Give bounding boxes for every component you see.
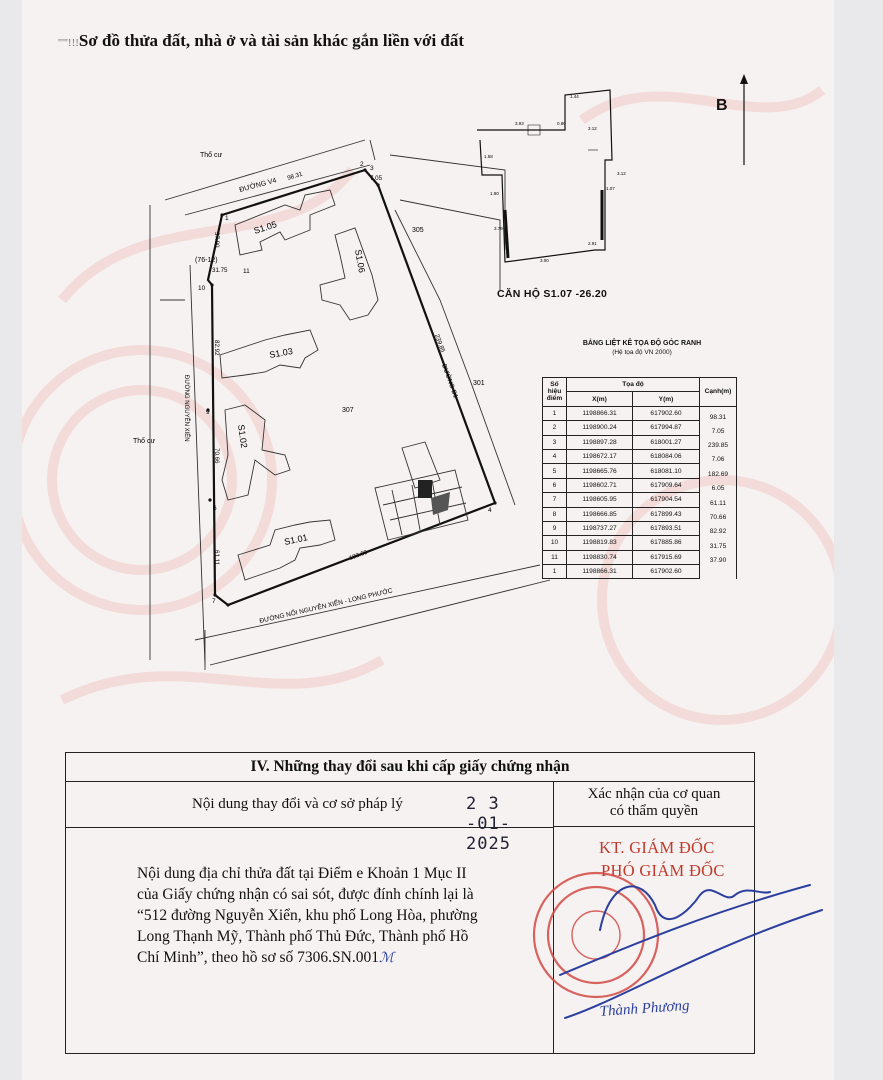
vertex-number: 10 (198, 285, 206, 292)
changes-col1-label: Nội dung thay đổi và cơ sở pháp lý (192, 796, 403, 812)
heading-prefix: '''''!!! (58, 37, 79, 49)
cell-x: 1198830.74 (567, 550, 633, 564)
cell-y: 617885.86 (633, 536, 700, 550)
cell-y: 617915.69 (633, 550, 700, 564)
block-label: S1.03 (268, 346, 294, 360)
cell-x: 1198866.31 (567, 565, 633, 579)
block-label: S1.01 (283, 532, 309, 547)
edge-value: 239.85 (707, 442, 729, 450)
edge-value: 61.11 (709, 499, 726, 507)
content-line: “512 đường Nguyễn Xiển, khu phố Long Hòa, phường (137, 907, 478, 924)
north-label: B (716, 97, 728, 114)
cell-point: 8 (543, 507, 567, 521)
edge-value: 82.92 (709, 528, 727, 536)
cell-point: 3 (543, 435, 567, 449)
edge-length: 61.11 (213, 550, 220, 566)
edge-length: 70.66 (213, 448, 220, 464)
edge-value: 98.31 (709, 413, 727, 421)
date-stamp: 2 3 -01- 2025 (466, 794, 511, 854)
cell-point: 4 (543, 449, 567, 463)
vertex-number: 2 (360, 161, 364, 168)
col2-header-line2: có thẩm quyền (609, 803, 699, 819)
label-road-nguyen-xien: ĐƯỜNG NGUYỄN XIỂN (183, 375, 189, 442)
col-x: X(m) (567, 392, 633, 406)
cell-point: 5 (543, 464, 567, 478)
cell-point: 6 (543, 478, 567, 492)
col-point: Số hiệu điểm (543, 378, 567, 407)
cell-x: 1198665.76 (567, 464, 633, 478)
heading-title: Sơ đồ thửa đất, nhà ở và tài sản khác gắn liền với đất (78, 31, 465, 50)
cell-point: 9 (543, 521, 567, 535)
apt-dim: 3.12 (588, 126, 597, 131)
cell-point: 1 (543, 565, 567, 579)
content-line: Long Thạnh Mỹ, Thành phố Thủ Đức, Thành phố Hồ (137, 928, 469, 945)
cell-x: 1198737.27 (567, 521, 633, 535)
cell-y: 617902.60 (633, 565, 700, 579)
edge-length: 7.05 (370, 175, 383, 182)
label-road-bottom: ĐƯỜNG NỐI NGUYỄN XIỂN - LONG PHƯỚC (258, 587, 394, 625)
cell-y: 618084.06 (633, 449, 700, 463)
label-tho-cu-top: Thổ cư (200, 152, 223, 159)
coord-table-title-text: BẢNG LIỆT KÊ TỌA ĐỘ GÓC RANH (582, 340, 702, 347)
cell-y: 617893.51 (633, 521, 700, 535)
label-sub-parcel: (76-12) (195, 257, 218, 264)
col-edge: Cạnh(m) (700, 378, 737, 407)
edge-length: 31.75 (212, 267, 228, 274)
cell-y: 617909.64 (633, 478, 700, 492)
apt-dim: 3.79 (494, 226, 503, 231)
col-y: Y(m) (633, 392, 700, 406)
apt-dim: 1.07 (606, 186, 615, 191)
content-line: của Giấy chứng nhận có sai sót, được đính chính lại là (137, 886, 474, 903)
edge-value: 70.66 (709, 514, 727, 522)
edge-value: 7.06 (711, 456, 725, 464)
col2-header-line1: Xác nhận của cơ quan (587, 786, 721, 802)
signer-name: Thành Phương (599, 997, 691, 1020)
authority-line2: PHÓ GIÁM ĐỐC (601, 861, 725, 880)
apartment-label: CĂN HỘ S1.07 -26.20 (497, 288, 608, 300)
cell-point: 1 (543, 406, 567, 420)
edge-length: 98.31 (286, 170, 304, 182)
cell-x: 1198819.83 (567, 536, 633, 550)
cell-x: 1198672.17 (567, 449, 633, 463)
label-parcel-301: 301 (473, 380, 485, 387)
edge-value: 7.05 (711, 427, 725, 435)
edge-length: 182.69 (348, 548, 369, 562)
label-tho-cu-left: Thổ cư (133, 438, 156, 445)
cell-x: 1198605.95 (567, 493, 633, 507)
edge-value: 182.69 (707, 470, 729, 478)
cell-y: 617899.43 (633, 507, 700, 521)
vertex-number: 1 (225, 215, 229, 222)
initials-mark: ℳ (379, 951, 394, 966)
cell-y: 617902.60 (633, 406, 700, 420)
edge-value: 6.05 (711, 485, 725, 493)
authority-line1: KT. GIÁM ĐỐC (599, 838, 715, 857)
label-parcel-307: 307 (342, 407, 354, 414)
vertex-number: 7 (212, 598, 216, 605)
cell-point: 10 (543, 536, 567, 550)
vertex-number: 9 (206, 409, 210, 416)
apt-dim: 3.93 (515, 121, 524, 126)
cell-point: 7 (543, 493, 567, 507)
apt-dim: 1.58 (484, 154, 493, 159)
apt-dim: 3.12 (617, 171, 626, 176)
apt-dim: 1.80 (490, 191, 499, 196)
edge-length: 37.90 (213, 232, 220, 248)
apt-dim: 3.00 (540, 258, 549, 263)
edge-length: 239.85 (433, 333, 447, 354)
cell-point: 2 (543, 421, 567, 435)
vertex-number: 11 (243, 268, 250, 275)
col-coords: Tọa độ (567, 378, 700, 392)
edge-length: 82.92 (213, 340, 220, 356)
content-line: Nội dung địa chỉ thửa đất tại Điểm e Khoản 1 Mục II (137, 865, 467, 882)
label-parcel-305: 305 (412, 227, 424, 234)
edge-value: 31.75 (709, 542, 727, 550)
signature-icon (560, 885, 822, 1018)
label-road-d1: ĐƯỜNG D1 (440, 363, 459, 400)
cell-y: 618081.10 (633, 464, 700, 478)
block-label: S1.02 (236, 423, 250, 449)
cell-x: 1198666.85 (567, 507, 633, 521)
cell-x: 1198602.71 (567, 478, 633, 492)
changes-title: IV. Những thay đổi sau khi cấp giấy chứng nhận (66, 753, 754, 782)
cell-point: 11 (543, 550, 567, 564)
cell-x: 1198900.24 (567, 421, 633, 435)
block-label: S1.06 (353, 248, 367, 274)
cell-x: 1198866.31 (567, 406, 633, 420)
content-line-text: Chí Minh”, theo hồ sơ số 7306.SN.001 (137, 949, 379, 966)
label-road-v4: ĐƯỜNG V4 (238, 177, 278, 194)
vertex-number: 6 (213, 505, 217, 512)
apt-dim: 0.80 (557, 121, 566, 126)
vertex-number: 3 (370, 165, 374, 172)
cell-y: 617994.87 (633, 421, 700, 435)
apt-dim: 1.44 (570, 94, 579, 99)
apt-dim: 2.91 (588, 241, 597, 246)
coord-table-subtitle: (Hệ tọa độ VN 2000) (612, 349, 672, 356)
cell-y: 618001.27 (633, 435, 700, 449)
cell-x: 1198897.28 (567, 435, 633, 449)
edge-value: 37.90 (709, 557, 727, 565)
block-label: S1.05 (252, 219, 278, 236)
cell-y: 617904.54 (633, 493, 700, 507)
vertex-number: 4 (488, 507, 492, 514)
official-seal-icon (534, 873, 658, 997)
